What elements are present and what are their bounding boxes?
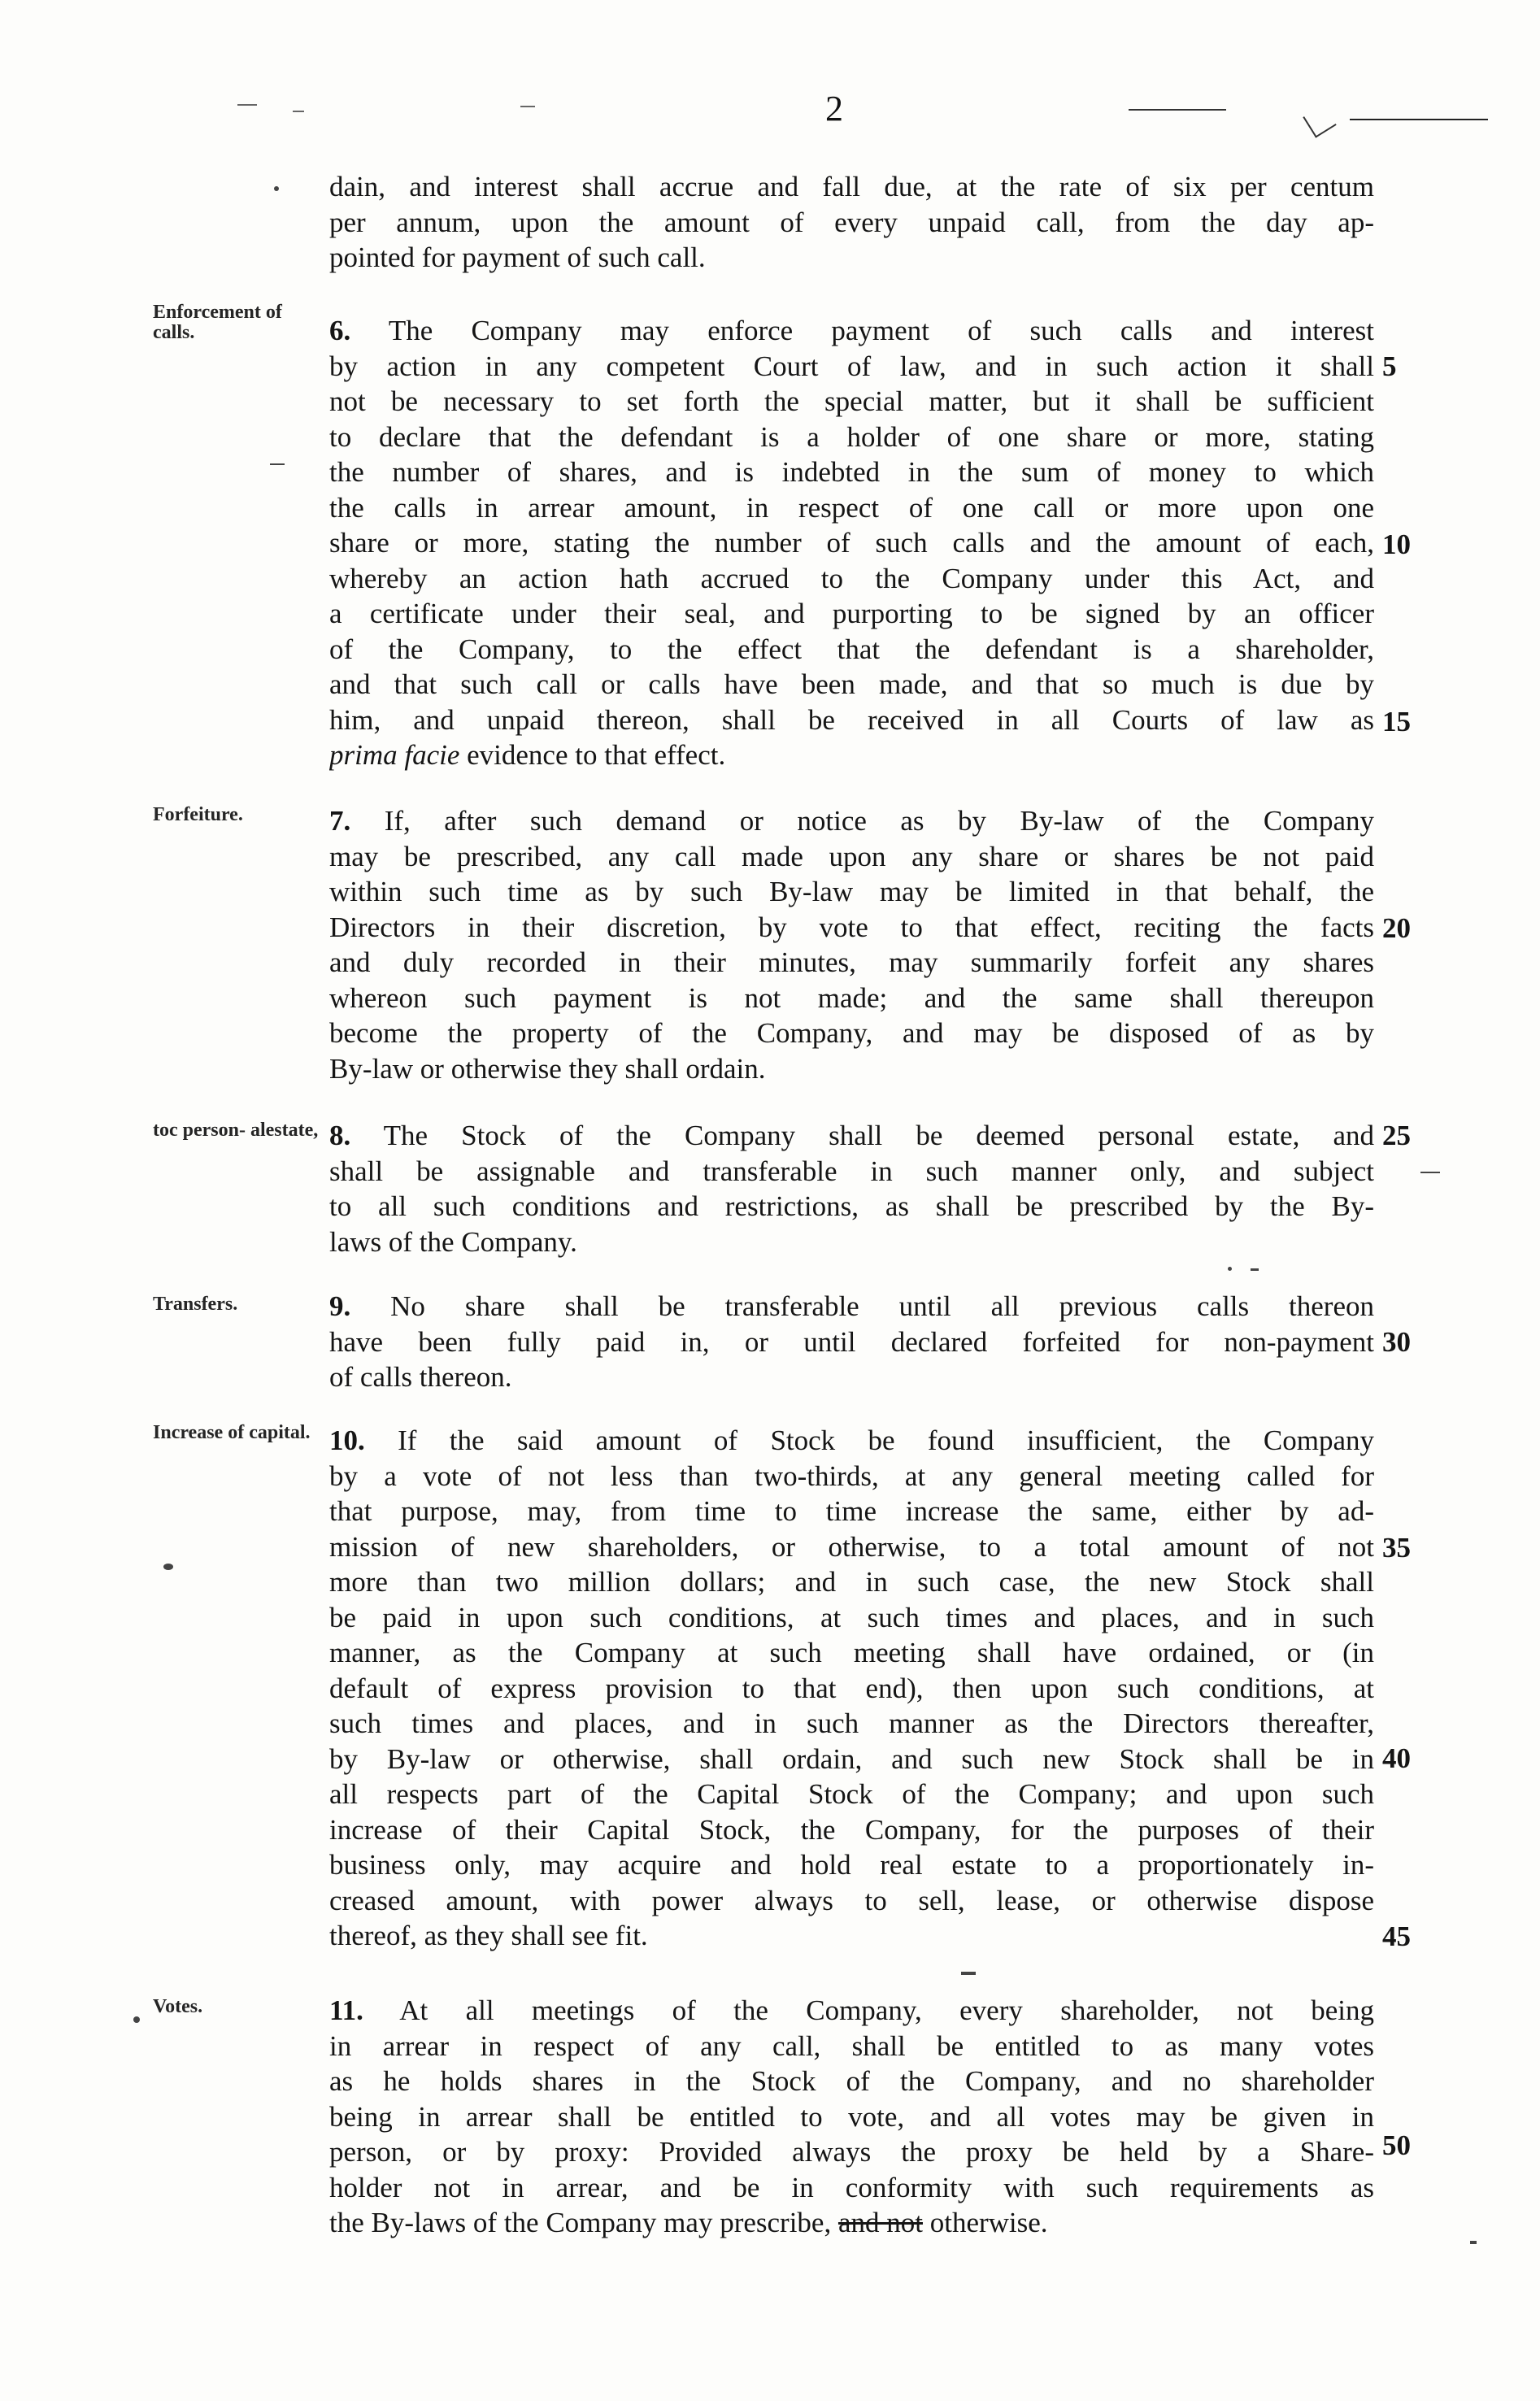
sidenote-enforcement-of-calls: Enforcement of calls. [153,302,282,343]
text-line: person, or by proxy: Provided always the proxy be held by a Share- [329,2136,1374,2168]
section-11 [329,1993,1374,2241]
section-number: 10. [329,1425,365,1456]
text-line: dain, and interest shall accrue and fall due, at the rate of six per centum [329,171,1374,202]
text-fragment: The Company may enforce payment of such calls and interest [350,315,1374,346]
text-line: to all such conditions and restrictions, as shall be prescribed by the By- [329,1190,1374,1222]
text-line: the number of shares, and is indebted in the sum of money to which [329,456,1374,488]
scan-mark [163,1564,173,1570]
text-line: not be necessary to set forth the special matter, but it shall be sufficient [329,385,1374,417]
scan-mark [237,104,257,106]
scan-check-mark [1303,104,1336,137]
text-line: a certificate under their seal, and purporting to be signed by an officer [329,598,1374,629]
text-line: all respects part of the Capital Stock of the Company; and upon such [329,1778,1374,1810]
text-line: may be prescribed, any call made upon any share or shares be not paid [329,840,1374,872]
sidenote-increase-of-capital: Increase of capital. [153,1422,311,1443]
text-line [329,803,1374,839]
line-number-30: 30 [1382,1326,1411,1358]
text-fragment: The Stock of the Company shall be deemed personal estate, and [350,1120,1374,1151]
text-line: By-law or otherwise they shall ordain. [329,1052,766,1085]
text-line [329,1289,1374,1324]
text-line: Directors in their discretion, by vote to that effect, reciting the facts [329,911,1374,943]
text-fragment: If, after such demand or notice as by By-law of the Company [350,805,1374,837]
line-number-20: 20 [1382,912,1411,944]
text-line: of calls thereon. [329,1361,512,1393]
text-line: by By-law or otherwise, shall ordain, and such new Stock shall be in [329,1742,1374,1775]
scan-dot [1228,1267,1232,1271]
text-line: by action in any competent Court of law, and in such action it shall [329,350,1374,382]
page-number: 2 [825,89,843,128]
text-line: as he holds shares in the Stock of the Company, and no shareholder [329,2065,1374,2097]
text-line: holder not in arrear, and be in conformity with such requirements as [329,2171,1374,2203]
line-number-25: 25 [1382,1120,1411,1151]
text-line: business only, may acquire and hold real estate to a proportionately in- [329,1849,1374,1881]
text-line: in arrear in respect of any call, shall be entitled to as many votes [329,2029,1374,2062]
text-line: default of express provision to that end), then upon such conditions, at [329,1672,1374,1704]
text-line [329,1423,1374,1459]
line-number-50: 50 [1382,2129,1411,2161]
opening-paragraph [329,169,1374,276]
text-line: being in arrear shall be entitled to vote, and all votes may be given in [329,2100,1374,2133]
text-line [329,1993,1374,2029]
scan-mark [1350,119,1488,120]
section-number: 9. [329,1290,351,1322]
scan-dash [270,463,285,465]
section-9 [329,1289,1374,1395]
text-line: creased amount, with power always to sell, lease, or otherwise dispose [329,1884,1374,1916]
text-line: the calls in arrear amount, in respect of one call or more upon one [329,491,1374,524]
text-line: that purpose, may, from time to time increase the same, either by ad- [329,1495,1374,1527]
sidenote-votes: Votes. [153,1996,203,2017]
text-line: and that such call or calls have been made, and that so much is due by [329,668,1374,700]
section-number: 7. [329,805,351,837]
text-fragment: evidence to that effect. [459,739,726,771]
text-line: and duly recorded in their minutes, may summarily forfeit any shares [329,946,1374,978]
text-line: share or more, stating the number of such calls and the amount of each, [329,527,1374,559]
scan-mark [293,111,304,112]
line-number-15: 15 [1382,706,1411,737]
text-line: thereof, as they shall see fit. [329,1920,648,1951]
text-line [329,2205,1374,2241]
scan-mark [1251,1268,1259,1271]
section-10 [329,1423,1374,1954]
text-fragment: If the said amount of Stock be found insufficient, the Company [364,1425,1374,1456]
scan-mark [1129,109,1226,111]
text-line [329,313,1374,349]
sidenote-stock-personal-estate: toc person- alestate, [153,1120,319,1141]
text-line: of the Company, to the effect that the defendant is a shareholder, [329,633,1374,665]
text-fragment: No share shall be transferable until all previous calls thereon [350,1290,1374,1322]
text-line [329,1118,1374,1154]
section-6 [329,313,1374,773]
line-number-5: 5 [1382,350,1397,382]
text-line: to declare that the defendant is a holder of one share or more, stating [329,420,1374,453]
scan-mark [1420,1172,1440,1173]
text-line: whereon such payment is not made; and the same shall thereupon [329,981,1374,1014]
text-line: manner, as the Company at such meeting shall have ordained, or (in [329,1637,1374,1668]
text-line: have been fully paid in, or until declared forfeited for non-payment [329,1325,1374,1358]
italic-phrase: prima facie [329,739,460,771]
line-number-45: 45 [1382,1920,1411,1952]
scan-mark [520,106,535,107]
text-line: more than two million dollars; and in such case, the new Stock shall [329,1566,1374,1598]
text-line: by a vote of not less than two-thirds, at any general meeting called for [329,1459,1374,1492]
text-fragment: otherwise. [922,2207,1048,2238]
text-line: laws of the Company. [329,1225,577,1258]
struck-text: and not [837,2207,923,2238]
line-number-35: 35 [1382,1532,1411,1564]
section-number: 6. [329,315,351,346]
text-line: pointed for payment of such call. [329,241,706,273]
section-7 [329,803,1374,1086]
text-line: shall be assignable and transferable in such manner only, and subject [329,1155,1374,1187]
text-line: mission of new shareholders, or otherwise, to a total amount of not [329,1530,1374,1563]
section-number: 8. [329,1120,351,1151]
scan-dot [133,2016,140,2023]
text-line: increase of their Capital Stock, the Company, for the purposes of their [329,1813,1374,1846]
text-line: him, and unpaid thereon, shall be received in all Courts of law as [329,703,1374,736]
text-line: per annum, upon the amount of every unpaid call, from the day ap- [329,206,1374,238]
text-line: within such time as by such By-law may be limited in that behalf, the [329,876,1374,907]
text-line: be paid in upon such conditions, at such times and places, and in such [329,1601,1374,1633]
sidenote-forfeiture: Forfeiture. [153,804,243,825]
text-fragment: the By-laws of the Company may prescribe, [329,2207,838,2238]
sidenote-transfers: Transfers. [153,1294,238,1315]
line-number-40: 40 [1382,1742,1411,1774]
text-fragment: At all meetings of the Company, every shareholder, not being [363,1994,1374,2026]
text-line [329,737,1374,773]
section-8 [329,1118,1374,1259]
text-line: become the property of the Company, and may be disposed of as by [329,1017,1374,1049]
text-line: whereby an action hath accrued to the Company under this Act, and [329,562,1374,594]
line-number-10: 10 [1382,528,1411,560]
text-line: such times and places, and in such manner as the Directors thereafter, [329,1707,1374,1739]
section-number: 11. [329,1994,363,2026]
scan-mark [1470,2241,1477,2244]
scan-mark [961,1972,976,1975]
scan-dot [274,186,279,191]
